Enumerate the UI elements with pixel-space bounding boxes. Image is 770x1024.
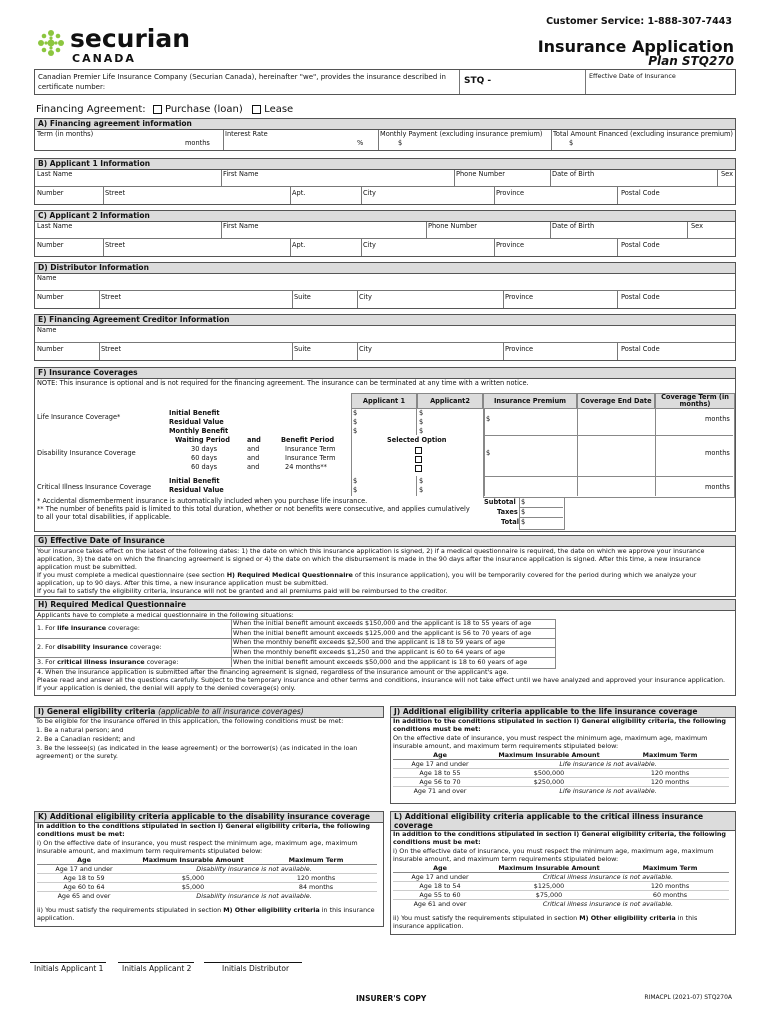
col-premium: Insurance Premium xyxy=(483,393,577,409)
b-first-name[interactable]: First Name xyxy=(223,170,259,178)
d-postal[interactable]: Postal Code xyxy=(621,293,660,301)
section-g xyxy=(34,546,736,597)
life-app1-initial[interactable]: $ xyxy=(353,409,358,417)
section-c-header: C) Applicant 2 Information xyxy=(34,210,736,222)
monthly-payment-field[interactable]: Monthly Payment (excluding insurance premium) xyxy=(380,130,543,138)
total-financed-field[interactable]: Total Amount Financed (excluding insurance premium) xyxy=(553,130,733,138)
dis-app1-monthly[interactable]: $ xyxy=(353,427,358,435)
d-province[interactable]: Province xyxy=(505,293,534,301)
b-phone[interactable]: Phone Number xyxy=(456,170,506,178)
insurers-copy: INSURER'S COPY xyxy=(356,994,427,1003)
term-field[interactable]: Term (in months) xyxy=(37,130,94,138)
form-code: RIMACPL (2021-07) STQ270A xyxy=(644,994,732,1001)
c-first-name[interactable]: First Name xyxy=(223,222,259,230)
critical-coverage-label: Critical Illness Insurance Coverage xyxy=(37,483,152,491)
c-phone[interactable]: Phone Number xyxy=(428,222,478,230)
c-sex[interactable]: Sex xyxy=(691,222,704,230)
e-name[interactable]: Name xyxy=(37,326,57,334)
lease-checkbox[interactable] xyxy=(252,105,261,114)
section-d xyxy=(34,273,736,309)
taxes-field[interactable]: $ xyxy=(521,508,526,516)
e-postal[interactable]: Postal Code xyxy=(621,345,660,353)
life-coverage-label: Life Insurance Coverage* xyxy=(37,413,121,421)
total-field[interactable]: $ xyxy=(521,518,526,526)
section-d-header: D) Distributor Information xyxy=(34,262,736,274)
footnote-1: * Accidental dismemberment insurance is automatically included when you purchase life insurance. xyxy=(37,497,368,505)
purchase-checkbox[interactable] xyxy=(153,105,162,114)
dis-premium[interactable]: $ xyxy=(486,449,491,457)
footnote-2: ** The number of benefits paid is limited to this total duration, whether or not benefits were consecutive, and applies cumulatively to all your total disabilities, if applicable. xyxy=(37,505,470,521)
life-app1-residual[interactable]: $ xyxy=(353,418,358,426)
c-postal[interactable]: Postal Code xyxy=(621,241,660,249)
ci-app2-initial[interactable]: $ xyxy=(419,477,424,485)
section-k: In addition to the conditions stipulated in section I) General eligibility criteria, the following conditions must be met: i) On the effective date of insurance, you must respect the minimum age, maximum age, maximum insurable amount, and maximum term requirements stipulated below: Age Maximum Insurable Amount Maximum Term Age 17 and under Disability insurance is not available. Age 18 to 59 $5,000 120 months Age 60 to 64 $5,000 84 months Age 65 and over Disability insurance is not available. ii) You must satisfy the requirements stipulated in section M) Other eligibility criteria in this insurance application. xyxy=(34,822,384,927)
ci-app1-residual[interactable]: $ xyxy=(353,486,358,494)
section-b-header: B) Applicant 1 Information xyxy=(34,158,736,170)
dis-app2-monthly[interactable]: $ xyxy=(419,427,424,435)
col-applicant1: Applicant 1 xyxy=(351,393,417,409)
d-city[interactable]: City xyxy=(359,293,372,301)
g-p2: If you must complete a medical questionnaire (see section H) Required Medical Questionnaire of this insurance application), you will be temporarily covered for the period during which we analyze your application, up to 90 days. After this time, a new insurance application must be submitted. xyxy=(37,571,697,587)
section-f: NOTE: This insurance is optional and is not required for the financing agreement. The insurance can be terminated at any time with a written notice. Applicant 1 Applicant2 Insurance Premium Coverage End Date Coverage Term (in months) Life Insurance Coverage* Initial Benefit Residual Value Monthly Benefit $ $ $ $ $ $ $ months Waiting Period and Benefit Period Selected Option Disability Insurance Coverage 30 days 60 days 60 days and and and Insurance Term Insurance Term 24 months** $ months Critical Illness Insurance Coverage Initial Benefit Residual Value $ $ $ $ months * Accidental dismemberment insurance is automatically included when you purchase life insurance. ** The number of benefits paid is limited to this total duration, whether or not benefits were consecutive, and applies cumulatively to all your total disabilities, if applicable. Subtotal Taxes Total $ $ $ xyxy=(34,378,736,532)
c-street[interactable]: Street xyxy=(105,241,126,249)
g-p3: If you fail to satisfy the eligibility criteria, insurance will not be granted and all premiums paid will be reimbursed to the creditor. xyxy=(37,587,448,595)
b-postal[interactable]: Postal Code xyxy=(621,189,660,197)
b-sex[interactable]: Sex xyxy=(721,170,734,178)
ci-app1-initial[interactable]: $ xyxy=(353,477,358,485)
initials-applicant1-label: Initials Applicant 1 xyxy=(34,964,104,973)
section-i-header: I) General eligibility criteria (applicable to all insurance coverages) xyxy=(34,706,384,718)
d-suite[interactable]: Suite xyxy=(294,293,311,301)
section-j: In addition to the conditions stipulated in section I) General eligibility criteria, the following conditions must be met: On the effective date of insurance, you must respect the minimum age, maximum age, maximum insurable amount, and maximum term requirements stipulated below: Age Maximum Insurable Amount Maximum Term Age 17 and under Life insurance is not available. Age 18 to 55 $500,000 120 months Age 56 to 70 $250,000 120 months Age 71 and over Life insurance is not available. xyxy=(390,717,736,804)
e-number[interactable]: Number xyxy=(37,345,64,353)
c-province[interactable]: Province xyxy=(496,241,525,249)
section-l: In addition to the conditions stipulated in section I) General eligibility criteria, the following conditions must be met: i) On the effective date of insurance, you must respect the minimum age, maximum age, maximum insurable amount, and maximum term requirements stipulated below: Age Maximum Insurable Amount Maximum Term Age 17 and under Critical illness insurance is not available. Age 18 to 54 $125,000 120 months Age 55 to 60 $75,000 60 months Age 61 and over Critical illness insurance is not available. ii) You must satisfy the requirements stipulated in section M) Other eligibility criteria in this insurance application. xyxy=(390,830,736,935)
section-c xyxy=(34,221,736,257)
b-dob[interactable]: Date of Birth xyxy=(552,170,595,178)
section-a-header: A) Financing agreement information xyxy=(34,118,736,130)
effective-date-field[interactable]: Effective Date of Insurance xyxy=(589,72,676,80)
e-city[interactable]: City xyxy=(359,345,372,353)
section-h: Applicants have to complete a medical questionnaire in the following situations: 1. For life insurance coverage: When the initial benefit amount exceeds $150,000 and the applicant is 18 to 55 years of age When the initial benefit amount exceeds $125,000 and the applicant is 56 to 70 years of age 2. For disability insurance coverage: When the monthly benefit exceeds $2,500 and the applicant is 18 to 59 years of age When the monthly benefit exceeds $1,250 and the applicant is 60 to 64 years of age 3. For critical illness insurance coverage: When the initial benefit amount exceeds $50,000 and the applicant is 18 to 60 years of age 4. When the insurance application is submitted after the financing agreement is signed, regardless of the insurance amount or the applicant's age. Please read and answer all the questions carefully. Subject to the temporary insurance and other terms and conditions, insurance will not take effect until we have analyzed and approved your insurance application. If your application is denied, the denial will apply to the denied coverage(s) only. xyxy=(34,610,736,696)
life-app2-initial[interactable]: $ xyxy=(419,409,424,417)
b-street[interactable]: Street xyxy=(105,189,126,197)
logo-sub: CANADA xyxy=(72,52,136,65)
section-l-header: L) Additional eligibility criteria applicable to the critical illness insurance coverage xyxy=(390,811,736,831)
b-last-name[interactable]: Last Name xyxy=(37,170,73,178)
initials-applicant1-line[interactable] xyxy=(30,962,106,963)
initials-applicant2-line[interactable] xyxy=(118,962,194,963)
intro-text: Canadian Premier Life Insurance Company (Securian Canada), hereinafter "we", provides the insurance described in certificate number: xyxy=(38,73,446,91)
section-f-header: F) Insurance Coverages xyxy=(34,367,736,379)
c-dob[interactable]: Date of Birth xyxy=(552,222,595,230)
ci-app2-residual[interactable]: $ xyxy=(419,486,424,494)
life-premium[interactable]: $ xyxy=(486,415,491,423)
section-i: To be eligible for the insurance offered in this application, the following conditions must be met: 1. Be a natural person; and 2. Be a Canadian resident; and 3. Be the lessee(s) (as indicated in the lease agreement) or the borrower(s) (as indicated in the loan agreement) or the surety. xyxy=(36,717,358,760)
c-last-name[interactable]: Last Name xyxy=(37,222,73,230)
section-k-header: K) Additional eligibility criteria applicable to the disability insurance coverage xyxy=(34,811,384,823)
stq-field[interactable]: STQ - xyxy=(464,76,492,86)
life-app2-residual[interactable]: $ xyxy=(419,418,424,426)
section-h-header: H) Required Medical Questionnaire xyxy=(34,599,736,611)
lease-label: Lease xyxy=(264,104,294,115)
disability-coverage-label: Disability Insurance Coverage xyxy=(37,449,136,457)
logo xyxy=(36,24,206,65)
g-p1: Your insurance takes effect on the latest of the following dates: 1) the date on which this insurance application is signed, 2) if a medical questionnaire is required, the date on which we approve your insurance application, 3) the date on which the financing agreement is signed or 4) the date on which the disbursement is made in the 90 days after the insurance application is signed. After this time, a new insurance application must be submitted. xyxy=(37,547,705,571)
section-b xyxy=(34,169,736,205)
plan-title: Plan STQ270 xyxy=(648,54,734,68)
section-g-header: G) Effective Date of Insurance xyxy=(34,535,736,547)
section-e xyxy=(34,325,736,361)
c-city[interactable]: City xyxy=(363,241,376,249)
initials-distributor-line[interactable] xyxy=(204,962,302,963)
b-province[interactable]: Province xyxy=(496,189,525,197)
subtotal-field[interactable]: $ xyxy=(521,498,526,506)
section-j-header: J) Additional eligibility criteria applicable to the life insurance coverage xyxy=(390,706,736,718)
logo-mark-icon xyxy=(36,28,66,58)
customer-service: Customer Service: 1-888-307-7443 xyxy=(546,16,732,27)
life-term[interactable]: months xyxy=(705,415,730,423)
j-table: Age Maximum Insurable Amount Maximum Term Age 17 and under Life insurance is not available. Age 18 to 55 $500,000 120 months Age 56 to 70 $250,000 120 months Age 71 and over Life insurance is not available. xyxy=(393,751,729,795)
b-number[interactable]: Number xyxy=(37,189,64,197)
interest-rate-field[interactable]: Interest Rate xyxy=(225,130,268,138)
purchase-label: Purchase (loan) xyxy=(165,104,243,115)
e-street[interactable]: Street xyxy=(101,345,122,353)
financing-label: Financing Agreement: xyxy=(36,104,146,115)
b-apt[interactable]: Apt. xyxy=(292,189,306,197)
l-table: Age Maximum Insurable Amount Maximum Term Age 17 and under Critical illness insurance is not available. Age 18 to 54 $125,000 120 months Age 55 to 60 $75,000 60 months Age 61 and over Critical illness insurance is not available. xyxy=(393,864,729,908)
logo-text: securian xyxy=(70,24,191,53)
dis-term[interactable]: months xyxy=(705,449,730,457)
col-end-date: Coverage End Date xyxy=(577,393,655,409)
f-note: NOTE: This insurance is optional and is not required for the financing agreement. The insurance can be terminated at any time with a written notice. xyxy=(37,379,529,387)
section-a: Term (in months) months Interest Rate % Monthly Payment (excluding insurance premium) $ Total Amount Financed (excluding insurance premium) $ xyxy=(34,129,736,151)
section-e-header: E) Financing Agreement Creditor Information xyxy=(34,314,736,326)
b-city[interactable]: City xyxy=(363,189,376,197)
ci-term[interactable]: months xyxy=(705,483,730,491)
page-title: Insurance Application xyxy=(537,37,734,56)
intro-box xyxy=(34,69,736,95)
d-number[interactable]: Number xyxy=(37,293,64,301)
k-table: Age Maximum Insurable Amount Maximum Term Age 17 and under Disability insurance is not available. Age 18 to 59 $5,000 120 months Age 60 to 64 $5,000 84 months Age 65 and over Disability insurance is not available. xyxy=(37,856,377,900)
initials-applicant2-label: Initials Applicant 2 xyxy=(122,964,192,973)
e-province[interactable]: Province xyxy=(505,345,534,353)
d-name[interactable]: Name xyxy=(37,274,57,282)
initials-distributor-label: Initials Distributor xyxy=(222,964,290,973)
col-term: Coverage Term (in months) xyxy=(655,393,735,409)
c-number[interactable]: Number xyxy=(37,241,64,249)
financing-agreement xyxy=(36,104,293,115)
e-suite[interactable]: Suite xyxy=(294,345,311,353)
d-street[interactable]: Street xyxy=(101,293,122,301)
col-applicant2: Applicant2 xyxy=(417,393,483,409)
c-apt[interactable]: Apt. xyxy=(292,241,306,249)
